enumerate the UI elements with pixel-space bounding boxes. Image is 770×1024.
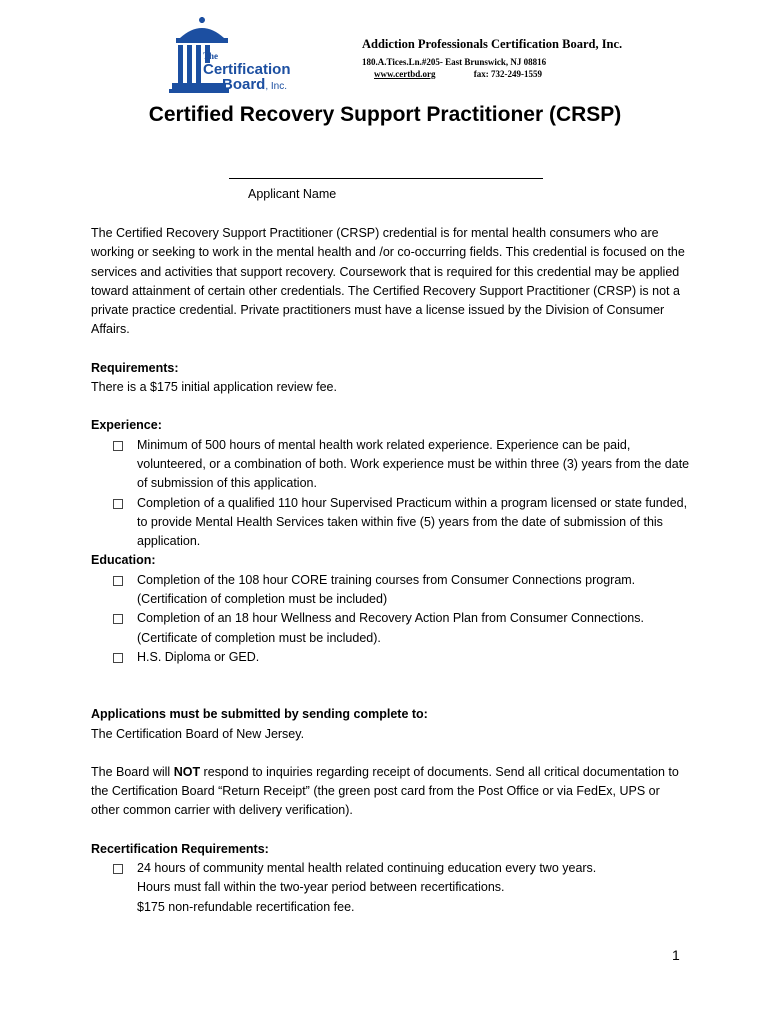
experience-heading: Experience:	[91, 418, 162, 433]
list-item-text: Hours must fall within the two-year period between recertifications.	[137, 880, 505, 895]
checkbox-icon[interactable]	[113, 614, 123, 624]
checkbox-icon[interactable]	[113, 653, 123, 663]
list-item-text: $175 non-refundable recertification fee.	[137, 899, 355, 914]
education-list	[91, 571, 691, 667]
list-item	[113, 648, 691, 667]
submission-heading: Applications must be submitted by sending complete to:	[91, 707, 428, 722]
org-website-link[interactable]: www.certbd.org	[374, 69, 436, 79]
logo-wordmark	[203, 52, 291, 92]
recert-heading: Recertification Requirements:	[91, 841, 269, 856]
page-number: 1	[672, 947, 680, 963]
notice-paragraph	[91, 763, 691, 821]
list-item-text: 24 hours of community mental health related continuing education every two years.	[137, 861, 597, 876]
logo-board	[203, 77, 291, 92]
submission-text: The Certification Board of New Jersey.	[91, 726, 305, 741]
logo-the: The	[203, 51, 219, 61]
org-address: 180.A.Tices.Ln.#205- East Brunswick, NJ 08816	[362, 57, 547, 67]
notice-after: respond to inquiries regarding receipt of documents. Send all critical documentation to the Certification Board “Return Receipt” (the green post card from the Post Office or via FedEx, UPS or other common carrier with delivery verification).	[91, 764, 679, 818]
logo-certification: Certification	[203, 61, 291, 78]
checkbox-icon[interactable]	[113, 441, 123, 451]
list-item	[113, 571, 691, 610]
list-item-text: Completion of an 18 hour Wellness and Recovery Action Plan from Consumer Connections. (Certificate of completion must be included).	[137, 611, 644, 645]
page-title: Certified Recovery Support Practitioner (CRSP)	[148, 103, 622, 126]
applicant-name-line[interactable]	[229, 178, 543, 179]
org-contact	[362, 69, 622, 79]
recert-list	[91, 859, 691, 917]
notice-emphasis: NOT	[173, 764, 201, 779]
intro-paragraph: The Certified Recovery Support Practitioner (CRSP) credential is for mental health consumers who are working or seeking to work in the mental health and /or co-occurring fields. This credential is focused on the services and activities that support recovery. Coursework that is required for this credential may be applied toward attainment of certain other credentials. The Certified Recovery Support Practitioner (CRSP) is not a private practice credential. Private practitioners must have a license issued by the Division of Consumer Affairs.	[91, 226, 685, 337]
list-item	[113, 859, 691, 917]
organization-header	[362, 37, 622, 79]
list-item	[113, 494, 691, 552]
list-item-text: Completion of a qualified 110 hour Supervised Practicum within a program licensed or state funded, to provide Mental Health Services taken within five (5) years from the date of submission of this application.	[137, 495, 688, 549]
checkbox-icon[interactable]	[113, 499, 123, 509]
requirements-text: There is a $175 initial application review fee.	[91, 380, 337, 395]
checkbox-icon[interactable]	[113, 864, 123, 874]
logo-board-word: Board	[222, 76, 266, 93]
notice-before: The Board will	[91, 764, 174, 779]
logo-inc: , Inc.	[265, 81, 288, 92]
education-heading: Education:	[91, 553, 156, 568]
requirements-heading: Requirements:	[91, 360, 179, 375]
org-fax: fax: 732-249-1559	[473, 69, 542, 79]
list-item-text: Completion of the 108 hour CORE training courses from Consumer Connections program. (Certification of completion must be included)	[137, 572, 636, 607]
list-item	[113, 436, 691, 494]
experience-list	[91, 436, 691, 552]
list-item	[113, 609, 691, 648]
applicant-name-label: Applicant Name	[248, 187, 337, 201]
document-body	[91, 224, 691, 917]
list-item-text: H.S. Diploma or GED.	[137, 649, 260, 664]
org-name: Addiction Professionals Certification Board, Inc.	[362, 37, 623, 51]
list-item-text: Minimum of 500 hours of mental health work related experience. Experience can be paid, volunteered, or a combination of both. Work experience must be within three (3) years from the date of submission of this application.	[137, 437, 690, 491]
checkbox-icon[interactable]	[113, 576, 123, 586]
